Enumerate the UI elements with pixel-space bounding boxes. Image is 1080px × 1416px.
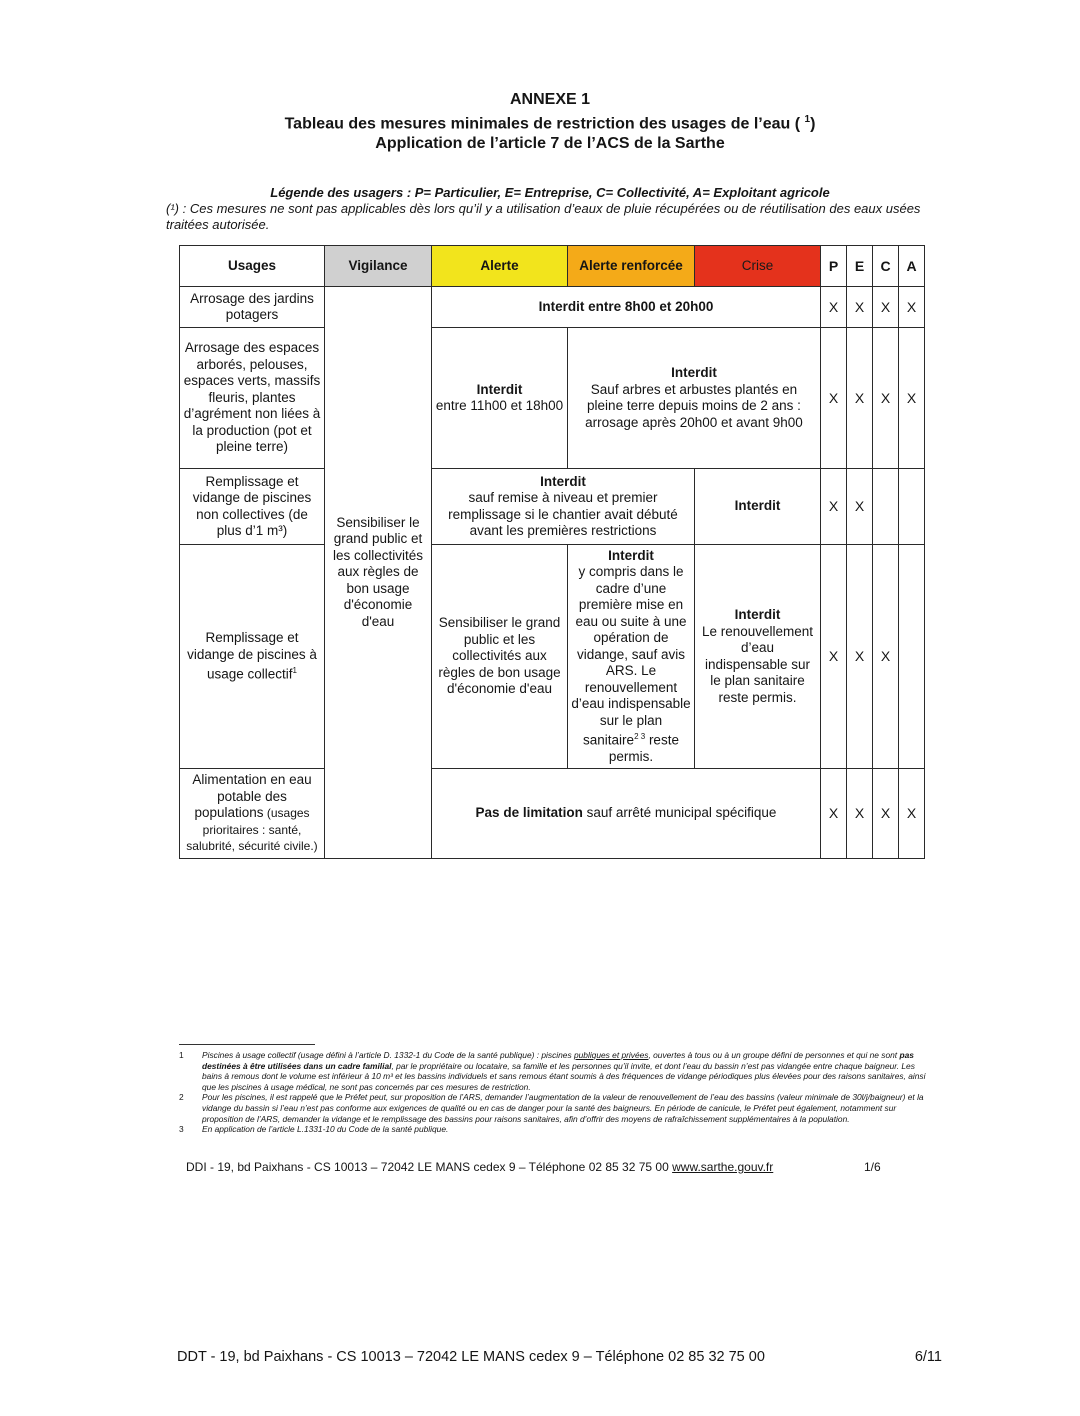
usage-eau-potable [180,769,325,859]
outer-page-footer [177,1349,942,1365]
footnote-1-bold: pas destinées à être utilisées dans un cadre familial [202,1050,914,1071]
mark-e: X [847,545,873,769]
rule-eau-potable [432,769,821,859]
alerte-piscines-bold: Interdit [540,473,586,489]
mark-e: X [847,769,873,859]
mark-a-empty [899,469,925,545]
table-title-text: Tableau des mesures minimales de restriction des usages de l’eau ( [284,115,801,133]
footnote-2-text: Pour les piscines, il est rappelé que le Préfet peut, sur proposition de l’ARS, demander l’augmentation de la valeur de renouvellement de l’eau des bassins (valeur minimale de 30l/j/baigneur) et la vidange du bassin si l’eau n’est pas conforme aux exigences de qualité ou en cas de danger pour la santé des baigneurs. En période de canicule, le Préfet peut également, notamment sur proposition de l’ARS, demander la vidange et le remplissage des bassins pour raisons sanitaires, afin d’offrir des moyens de rafraîchissement supplémentaires à la population. [202,1092,924,1124]
table-header-row [180,246,925,287]
crise-piscines-collectives-text: Le renouvellement d’eau indispensable sur le plan sanitaire reste permis. [701,623,814,705]
crise-piscines-collectives-bold: Interdit [734,607,781,622]
footnote-3 [179,1124,929,1135]
rule-eau-potable-bold: Pas de limitation [475,805,583,821]
mark-c: X [873,545,899,769]
usage-piscines-non-collectives: Remplissage et vidange de piscines non collectives (de plus d’1 m³) [180,469,325,545]
mark-p: X [821,328,847,469]
annex-title: ANNEXE 1 [509,91,591,108]
header-a: A [899,246,925,287]
outer-footer-address: DDT - 19, bd Paixhans - CS 10013 – 72042 LE MANS cedex 9 – Téléphone 02 85 32 75 00 [177,1349,765,1365]
table-row [180,287,925,328]
header-e: E [847,246,873,287]
rule-eau-potable-text: sauf arrêté municipal spécifique [582,805,777,821]
website-link[interactable]: www.sarthe.gouv.fr [672,1160,774,1174]
footnote-2-number: 2 [179,1092,184,1103]
usage-piscines-collectives-text: Remplissage et vidange de piscines à usage collectif [187,630,317,682]
header-crise: Crise [695,246,821,287]
mark-p: X [821,469,847,545]
ar-crise-espaces-verts [568,328,821,469]
mark-c: X [873,328,899,469]
vigilance-all-usages: Sensibiliser le grand public et les collectivités aux règles de bon usage d'économie d'eau [325,287,432,859]
alerte-piscines-collectives: Sensibiliser le grand public et les collectivités aux règles de bon usage d'économie d'eau [432,545,568,769]
alerte-espaces-verts-bold: Interdit [476,381,523,397]
header-p: P [821,246,847,287]
mark-p: X [821,769,847,859]
table-title [0,110,1080,134]
mark-c: X [873,287,899,328]
usage-piscines-collectives [180,545,325,769]
footnote-1 [179,1050,929,1092]
outer-page-number: 6/11 [914,1349,942,1365]
ar-piscines-collectives [568,545,695,769]
alerte-espaces-verts-text: entre 11h00 et 18h00 [435,398,564,413]
table-row [180,328,925,469]
table-row [180,469,925,545]
table-row [180,769,925,859]
ar-espaces-verts-bold: Interdit [671,365,717,380]
note-text: : Ces mesures ne sont pas applicables dès lors qu’il y a utilisation d’eaux de pluie récupérées ou de réutilisation des eaux usées traitées autorisée. [166,201,921,232]
footnote-1-text-a: Piscines à usage collectif (usage défini à l’article D. 1332-1 du Code de la santé publique) : piscines [202,1050,574,1060]
header-alerte-renforcee: Alerte renforcée [568,246,695,287]
footnote-3-text: En application de l’article L.1331-10 du Code de la santé publique. [202,1124,449,1135]
ar-piscines-collectives-bold: Interdit [608,547,654,563]
footnote-ref-2-3: 2 3 [634,732,646,741]
mark-a: X [899,769,925,859]
footnote-1-text-c: , par le propriétaire ou locataire, sa famille et les personnes qu’il invite, et dont l’eau du bassin n’est pas vidangée entre chaque baigneur. Les bains à remous dont le volume est inférieur à 10 m³ et les bassins individuels et sans remous étant soumis à des fréquences de vidange périodiques plus élevées pour des raisons sanitaires, ainsi que les piscines à usage médical, ne sont pas concernés par ces mesures de restriction. [202,1060,926,1092]
footnote-1-number: 1 [179,1050,184,1060]
crise-piscines-collectives [695,545,821,769]
footnote-3-number: 3 [179,1124,184,1135]
rule-jardins-potagers: Interdit entre 8h00 et 20h00 [432,287,821,328]
alerte-ar-piscines-non-collectives [432,469,695,545]
alerte-espaces-verts [432,328,568,469]
mark-c-empty [873,469,899,545]
mark-e: X [847,328,873,469]
mark-p: X [821,287,847,328]
mark-c: X [873,769,899,859]
crise-piscines-non-collectives: Interdit [695,469,821,545]
mark-a: X [899,287,925,328]
inner-footer-address: DDI - 19, bd Paixhans - CS 10013 – 72042 LE MANS cedex 9 – Téléphone 02 85 32 75 00 [186,1160,673,1174]
ar-espaces-verts-text: Sauf arbres et arbustes plantés en pleine terre depuis moins de 2 ans : arrosage après 20h00 et avant 9h00 [585,381,803,430]
header-c: C [873,246,899,287]
mark-e: X [847,469,873,545]
table-row [180,545,925,769]
mark-p: X [821,545,847,769]
inner-page-footer [186,1160,886,1174]
mark-a-empty [899,545,925,769]
header-alerte: Alerte [432,246,568,287]
header-vigilance: Vigilance [325,246,432,287]
restriction-table [179,245,925,859]
footnote-1-text-b: , ouvertes à tous ou à un groupe défini de personnes et qui ne sont [648,1050,900,1060]
usage-espaces-verts: Arrosage des espaces arborés, pelouses, espaces verts, massifs fleuris, plantes d’agrément non liées à la production (pot et pleine terre) [180,328,325,469]
footnote-2 [179,1092,929,1124]
users-legend: Légende des usagers : P= Particulier, E= Entreprise, C= Collectivité, A= Exploitant agricole [270,185,830,200]
table-title-end: ) [810,115,816,133]
mark-a: X [899,328,925,469]
footnote-separator [179,1044,315,1045]
ar-piscines-collectives-text: y compris dans le cadre d’une première mise en eau ou suite à une opération de vidange, sauf avis ARS. Le renouvellement d’eau indispensable sur le plan sanitaire [571,564,691,748]
footnote-ref-1: 1 [292,666,297,675]
mark-e: X [847,287,873,328]
alerte-piscines-text: sauf remise à niveau et premier remplissage si le chantier avait débuté avant les premières restrictions [448,490,678,538]
footnotes [179,1050,929,1135]
restriction-note [166,201,936,233]
usage-jardins-potagers: Arrosage des jardins potagers [180,287,325,328]
document-header [0,90,1080,154]
title-footnote-ref: 1 [804,114,811,125]
usage-eau-potable-main: Alimentation en eau potable des populations [192,772,312,821]
header-usages: Usages [180,246,325,287]
ar-piscines-collectives-end: reste permis. [608,732,679,764]
footnote-1-underlined: publiques et privées [573,1050,649,1060]
note-marker: (¹) [166,201,179,216]
table-subtitle: Application de l’article 7 de l’ACS de la Sarthe [375,135,725,153]
inner-page-number: 1/6 [864,1160,881,1174]
usage-eau-potable-small: (usages prioritaires : santé, salubrité, sécurité civile.) [186,806,318,854]
